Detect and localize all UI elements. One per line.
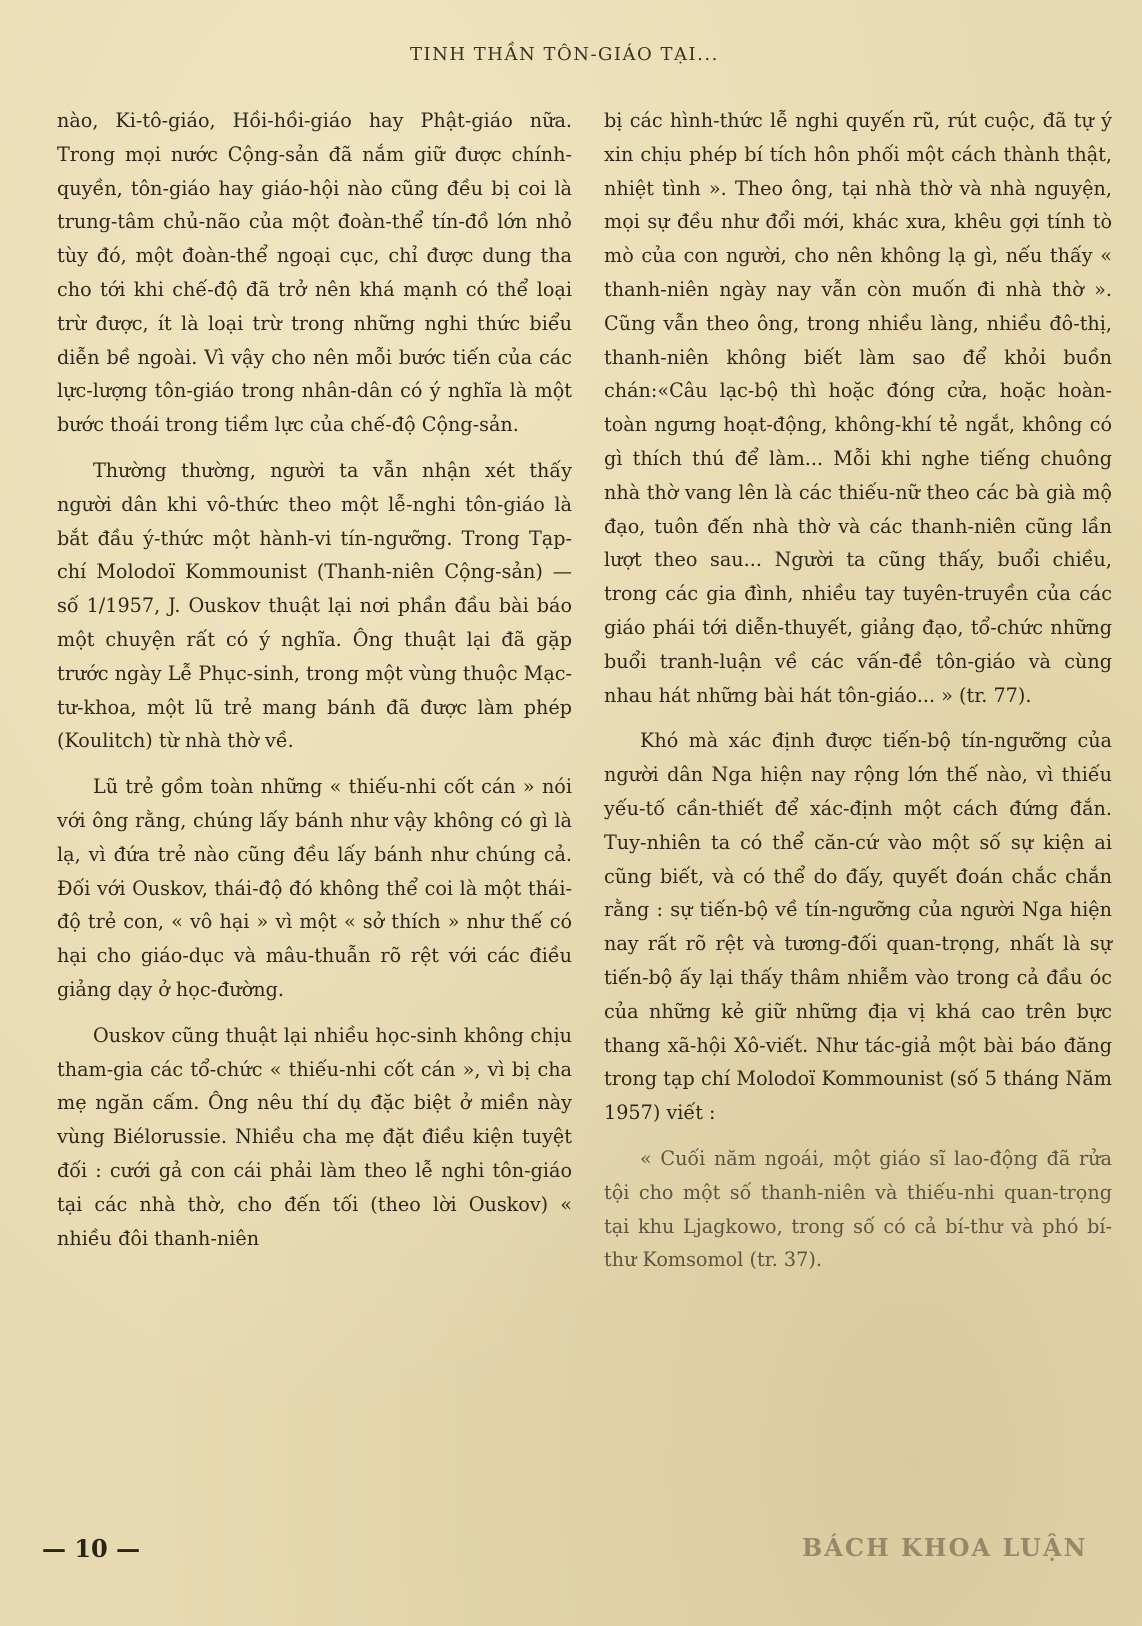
right-column (604, 104, 1112, 1289)
quote-paragraph: « Cuối năm ngoái, một giáo sĩ lao-động đã rửa tội cho một số thanh-niên và thiếu-nhi quan-trọng tại khu Ljagkowo, trong số có cả bí-thư và phó bí-thư Komsomol (tr. 37). (604, 1146, 1112, 1272)
paragraph: Lũ trẻ gồm toàn những « thiếu-nhi cốt cán » nói với ông rằng, chúng lấy bánh như vậy không có gì là lạ, vì đứa trẻ nào cũng đều lấy bánh như chúng cả. Đối với Ouskov, thái-độ đó không thể coi là một thái-độ trẻ con, « vô hại » vì một « sở thích » như thế có hại cho giáo-dục và mâu-thuẫn rõ rệt với các điều giảng dạy ở học-đường. (57, 775, 572, 1001)
paragraph: Khó mà xác định được tiến-bộ tín-ngưỡng của người dân Nga hiện nay rộng lớn thế nào, vì thiếu yếu-tố cần-thiết để xác-định một cách đứng đắn. Tuy-nhiên ta có thể căn-cứ vào một số sự kiện ai cũng biết, và có thể do đấy, quyết đoán chắc chắn rằng : sự tiến-bộ về tín-ngưỡng của người Nga hiện nay rất rõ rệt và tương-đối quan-trọng, nhất là sự tiến-bộ ấy lại thấy thâm nhiễm vào trong cả đầu óc của những kẻ giữ những địa vị khá cao trên bực thang xã-hội Xô-viết. Như tác-giả một bài báo đăng trong tạp chí Molodoï Kommounist (số 5 tháng Năm 1957) viết : (604, 729, 1112, 1125)
paragraph: bị các hình-thức lễ nghi quyến rũ, rút cuộc, đã tự ý xin chịu phép bí tích hôn phối một cách thành thật, nhiệt tình ». Theo ông, tại nhà thờ và nhà nguyện, mọi sự đều như đổi mới, khác xưa, khêu gợi tính tò mò của con người, cho nên không lạ gì, nếu thấy « thanh-niên ngày nay vẫn còn muốn đi nhà thờ ». Cũng vẫn theo ông, trong nhiều làng, nhiều đô-thị, thanh-niên không biết làm sao để khỏi buồn chán:«Câu lạc-bộ thì hoặc đóng cửa, hoặc hoàn-toàn ngưng hoạt-động, không-khí tẻ ngắt, không có gì thích thú để làm... Mỗi khi nghe tiếng chuông nhà thờ vang lên là các thiếu-nữ theo các bà già mộ đạo, tuôn đến nhà thờ và các thanh-niên cũng lần lượt theo sau... Người ta cũng thấy, buổi chiều, trong các gia đình, nhiều tay tuyên-truyền của các giáo phái tới diễn-thuyết, giảng đạo, tổ-chức những buổi tranh-luận về các vấn-đề tôn-giáo và cùng nhau hát những bài hát tôn-giáo... » (tr. 77). (604, 109, 1112, 707)
paragraph: nào, Ki-tô-giáo, Hồi-hồi-giáo hay Phật-giáo nữa. Trong mọi nước Cộng-sản đã nắm giữ được chính-quyền, tôn-giáo hay giáo-hội nào cũng đều bị coi là trung-tâm chủ-não của một đoàn-thể tín-đồ lớn nhỏ tùy đó, một đoàn-thể ngoại cục, chỉ được dung tha cho tới khi chế-độ đã trở nên khá mạnh có thể loại trừ được, ít là loại trừ trong những nghi thức biểu diễn bề ngoài. Vì vậy cho nên mỗi bước tiến của các lực-lượng tôn-giáo trong nhân-dân có ý nghĩa là một bước thoái trong tiềm lực của chế-độ Cộng-sản. (57, 109, 572, 437)
magazine-title: BÁCH KHOA LUẬN (802, 1533, 1088, 1562)
page-number: — 10 — (42, 1534, 141, 1563)
paragraph: Thường thường, người ta vẫn nhận xét thấy người dân khi vô-thức theo một lễ-nghi tôn-giáo là bắt đầu ý-thức một hành-vi tín-ngưỡng. Trong Tạp-chí Molodoï Kommounist (Thanh-niên Cộng-sản) — số 1/1957, J. Ouskov thuật lại nơi phần đầu bài báo một chuyện rất có ý nghĩa. Ông thuật lại đã gặp trước ngày Lễ Phục-sinh, trong một vùng thuộc Mạc-tư-khoa, một lũ trẻ mang bánh đã được làm phép (Koulitch) từ nhà thờ về. (57, 458, 572, 753)
left-column (57, 104, 572, 1267)
paragraph: Ouskov cũng thuật lại nhiều học-sinh không chịu tham-gia các tổ-chức « thiếu-nhi cốt cán », vì bị cha mẹ ngăn cấm. Ông nêu thí dụ đặc biệt ở miền này vùng Biélorussie. Nhiều cha mẹ đặt điều kiện tuyệt đối : cưới gả con cái phải làm theo lễ nghi tôn-giáo tại các nhà thờ, cho đến tối (theo lời Ouskov) « nhiều đôi thanh-niên (57, 1023, 572, 1250)
running-header: TINH THẦN TÔN-GIÁO TẠI... (410, 44, 719, 65)
